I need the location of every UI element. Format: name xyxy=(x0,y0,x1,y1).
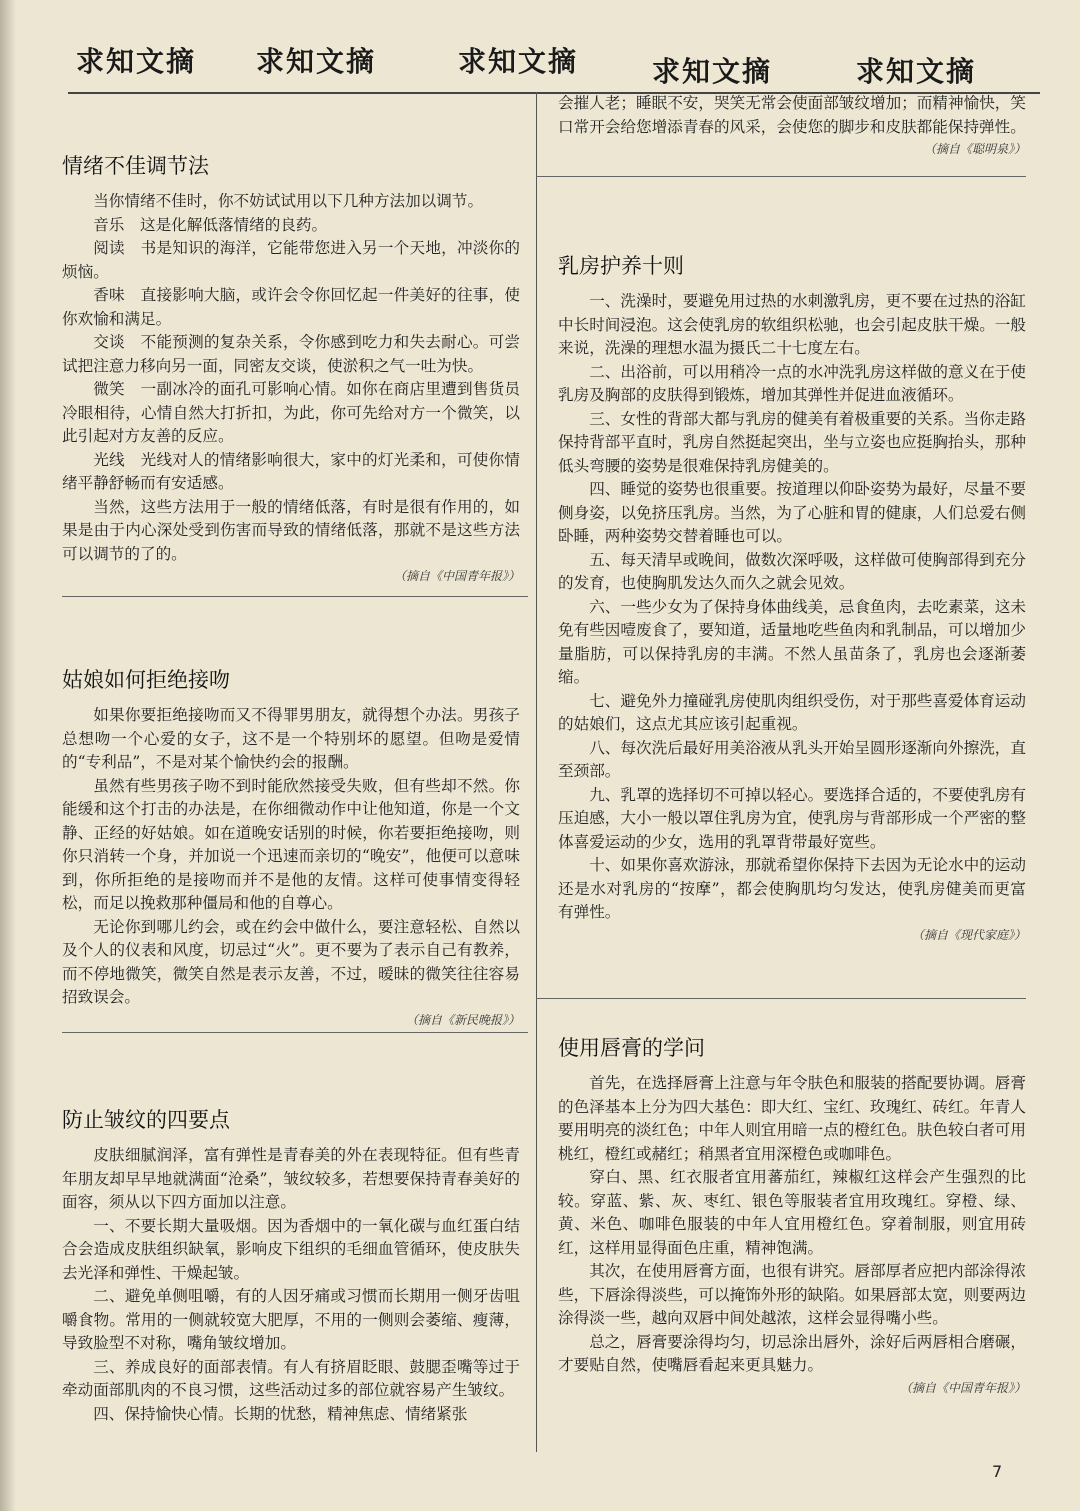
article-paragraph: 八、每次洗后最好用美浴液从乳头开始呈圆形逐渐向外擦洗，直至颈部。 xyxy=(558,738,1026,780)
article-paragraph: 二、避免单侧咀嚼，有的人因牙痛或习惯而长期用一侧牙齿咀嚼食物。常用的一侧就较宽大肥厚，不用的一侧则会萎缩、瘦薄，导致脸型不对称，嘴角皱纹增加。 xyxy=(62,1287,520,1352)
article-paragraph: 当然，这些方法用于一般的情绪低落，有时是很有作用的，如果是由于内心深处受到伤害而导致的情绪低落，那就不是这些方法可以调节的了的。 xyxy=(62,497,520,563)
article-paragraph: 虽然有些男孩子吻不到时能欣然接受失败，但有些却不然。你能缓和这个打击的办法是，在你细微动作中让他知道，你是一个文静、正经的好姑娘。如在道晚安话别的时候，你若要拒绝接吻，则你只消转一个身，并加说一个迅速而亲切的“晚安”，他便可以意味到，你所拒绝的是接吻而并不是他的友情。这样可使事情变得轻松，而足以挽救那种僵局和他的自尊心。 xyxy=(62,776,520,912)
header-banner xyxy=(60,40,1040,90)
article-paragraph: 音乐 这是化解低落情绪的良药。 xyxy=(93,215,328,234)
article-paragraph: 七、避免外力撞碰乳房使肌肉组织受伤，对于那些喜爱体育运动的姑娘们，这点尤其应该引起重视。 xyxy=(558,691,1026,733)
article-paragraph: 十、如果你喜欢游泳，那就希望你保持下去因为无论水中的运动还是水对乳房的“按摩”，都会使胸肌均匀发达，使乳房健美而更富有弹性。 xyxy=(558,856,1026,921)
article-paragraph: 一、洗澡时，要避免用过热的水刺激乳房，更不要在过热的浴缸中长时间浸泡。这会使乳房的软组织松驰，也会引起皮肤干燥。一般来说，洗澡的理想水温为摄氏二十七度左右。 xyxy=(558,292,1026,357)
article-paragraph: 六、一些少女为了保持身体曲线美，忌食鱼肉，去吃素菜，这未免有些因噎废食了，要知道，适量地吃些鱼肉和乳制品，可以增加少量脂肪，可以保持乳房的丰满。不然人虽苗条了，乳房也会逐渐萎缩。 xyxy=(558,597,1026,686)
page-number: 7 xyxy=(992,1462,1003,1481)
article-wrinkles-continued xyxy=(558,92,1026,159)
article-paragraph: 皮肤细腻润泽，富有弹性是青春美的外在表现特征。但有些青年朋友却早早地就满面“沧桑”，皱纹较多，若想要保持青春美好的面容，须从以下四方面加以注意。 xyxy=(62,1146,520,1211)
article-source: （摘自《现代家庭》） xyxy=(911,927,1026,942)
article-source: （摘自《新民晚报》） xyxy=(405,1012,520,1027)
article-paragraph: 微笑 一副冰冷的面孔可影响心情。如你在商店里遭到售货员冷眼相待，心情自然大打折扣，为此，你可先给对方一个微笑，以此引起对方友善的反应。 xyxy=(62,380,520,445)
article-title: 姑娘如何拒绝接吻 xyxy=(62,668,230,692)
section-divider xyxy=(62,1032,528,1033)
article-source: （摘自《中国青年报》） xyxy=(393,569,520,583)
article-refuse-kiss xyxy=(62,664,520,1030)
article-source: （摘自《聪明泉》） xyxy=(923,142,1026,156)
page-binding-shadow xyxy=(0,0,16,1511)
article-title: 情绪不佳调节法 xyxy=(62,154,209,178)
article-title: 乳房护养十则 xyxy=(558,254,684,278)
header-label: 求知文摘 xyxy=(256,45,377,78)
article-paragraph: 首先，在选择唇膏上注意与年令肤色和服装的搭配要协调。唇膏的色泽基本上分为四大基色：即大红、宝红、玫瑰红、砖红。年青人要用明亮的淡红色；中年人则宜用暗一点的橙红色。肤色较白者可用桃红，橙红或赭红；稍黑者宜用深橙色或咖啡色。 xyxy=(558,1074,1026,1163)
article-paragraph: 一、不要长期大量吸烟。因为香烟中的一氧化碳与血红蛋白结合会造成皮肤组织缺氧，影响皮下组织的毛细血管循环，使皮肤失去光泽和弹性、干燥起皱。 xyxy=(62,1216,520,1282)
article-paragraph: 四、保持愉快心情。长期的忧愁，精神焦虑、情绪紧张 xyxy=(93,1404,468,1423)
article-paragraph: 交谈 不能预测的复杂关系，令你感到吃力和失去耐心。可尝试把注意力移向另一面，同密友交谈，使淤积之气一吐为快。 xyxy=(62,333,520,375)
article-paragraph: 其次，在使用唇膏方面，也很有讲究。唇部厚者应把内部涂得浓些，下唇涂得淡些，可以掩饰外形的缺陷。如果唇部太宽，则要两边涂得淡一些，越向双唇中间处越浓，这样会显得嘴小些。 xyxy=(558,1262,1026,1327)
article-paragraph: 香味 直接影响大脑，或许会令你回忆起一件美好的往事，使你欢愉和满足。 xyxy=(62,286,520,328)
article-paragraph: 会摧人老；睡眠不安，哭笑无常会使面部皱纹增加；而精神愉快，笑口常开会给您增添青春的风采，会使您的脚步和皮肤都能保持弹性。 xyxy=(558,94,1026,136)
article-title: 防止皱纹的四要点 xyxy=(62,1108,230,1132)
section-divider xyxy=(536,998,1026,999)
article-wrinkles xyxy=(62,1104,520,1426)
article-paragraph: 总之，唇膏要涂得均匀，切忌涂出唇外，涂好后两唇相合磨碾，才要贴自然，使嘴唇看起来更具魅力。 xyxy=(558,1332,1026,1374)
article-paragraph: 三、女性的背部大都与乳房的健美有着极重要的关系。当你走路保持背部平直时，乳房自然挺起突出，坐与立姿也应挺胸抬头，那种低头弯腰的姿势是很难保持乳房健美的。 xyxy=(558,409,1026,475)
section-divider xyxy=(62,596,528,597)
article-paragraph: 三、养成良好的面部表情。有人有挤眉眨眼、鼓腮歪嘴等过于牵动面部肌肉的不良习惯，这些活动过多的部位就容易产生皱纹。 xyxy=(62,1357,520,1399)
article-paragraph: 当你情绪不佳时，你不妨试试用以下几种方法加以调节。 xyxy=(93,192,484,210)
article-paragraph: 光线 光线对人的情绪影响很大，家中的灯光柔和，可使你情绪平静舒畅而有安适感。 xyxy=(62,450,520,492)
article-paragraph: 如果你要拒绝接吻而又不得罪男朋友，就得想个办法。男孩子总想吻一个心爱的女子，这不是一个特别坏的愿望。但吻是爱情的“专利品”，不是对某个愉快约会的报酬。 xyxy=(62,706,520,771)
article-paragraph: 四、睡觉的姿势也很重要。按道理以仰卧姿势为最好，尽量不要侧身姿，以免挤压乳房。当然，为了心脏和胃的健康，人们总爱右侧卧睡，两种姿势交替着睡也可以。 xyxy=(558,480,1026,545)
article-paragraph: 九、乳罩的选择切不可掉以轻心。要选择合适的，不要使乳房有压迫感，大小一般以罩住乳房为宜，使乳房与背部形成一个严密的整体喜爱运动的少女，选用的乳罩背带最好宽些。 xyxy=(558,785,1026,851)
article-paragraph: 无论你到哪儿约会，或在约会中做什么，要注意轻松、自然以及个人的仪表和风度，切忌过“火”。更不要为了表示自己有教养，而不停地微笑，微笑自然是表示友善，不过，暧昧的微笑往往容易招致误会。 xyxy=(62,917,520,1006)
article-paragraph: 五、每天清早或晚间，做数次深呼吸，这样做可使胸部得到充分的发育，也使胸肌发达久而久之就会见效。 xyxy=(558,550,1026,592)
article-title: 使用唇膏的学问 xyxy=(558,1036,705,1060)
article-paragraph: 二、出浴前，可以用稍冷一点的水冲洗乳房这样做的意义在于使乳房及胸部的皮肤得到锻炼，增加其弹性并促进血液循环。 xyxy=(558,362,1026,404)
header-label: 求知文摘 xyxy=(458,45,579,78)
article-lipstick xyxy=(558,1032,1026,1398)
header-label: 求知文摘 xyxy=(76,45,197,78)
article-paragraph: 阅读 书是知识的海洋，它能带您进入另一个天地，冲淡你的烦恼。 xyxy=(62,239,520,281)
article-breast-care xyxy=(558,250,1026,945)
section-divider xyxy=(536,176,1026,177)
article-mood-regulation xyxy=(62,150,520,586)
column-divider xyxy=(536,92,537,1452)
article-paragraph: 穿白、黑、红衣服者宜用蕃茄红，辣椒红这样会产生强烈的比较。穿蓝、紫、灰、枣红、银色等服装者宜用玫瑰红。穿橙、绿、黄、米色、咖啡色服装的中年人宜用橙红色。穿着制服，则宜用砖红，这样用显得面色庄重，精神饱满。 xyxy=(558,1168,1026,1257)
header-label: 求知文摘 xyxy=(652,55,773,88)
article-source: （摘自《中国青年报》） xyxy=(899,1380,1026,1395)
header-label: 求知文摘 xyxy=(856,55,977,88)
